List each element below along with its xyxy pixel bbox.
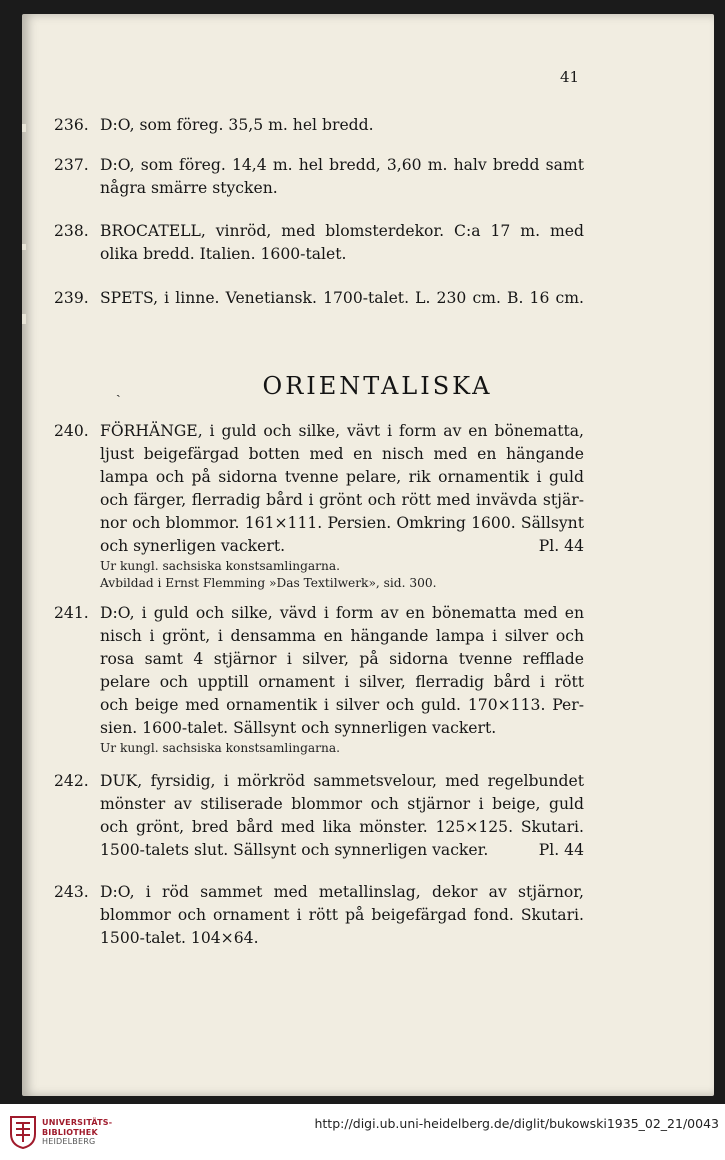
- catalog-entry-238: [54, 220, 584, 266]
- catalog-entry-240: [54, 420, 584, 592]
- catalog-entry-239: [54, 287, 584, 310]
- entry-text: 1500-talets slut. Sällsynt och synnerligen vacker.: [100, 841, 489, 859]
- catalog-entry-236: [54, 114, 584, 137]
- entry-text: nisch i grönt, i densamma en hängande lampa i silver och: [100, 627, 584, 645]
- logo-line: HEIDELBERG: [42, 1137, 96, 1146]
- entry-text: och beige med ornamentik i silver och guld. 170×113. Per-: [100, 696, 584, 714]
- entry-text: FÖRHÄNGE, i guld och silke, vävt i form av en bönematta,: [100, 422, 584, 440]
- entry-text: och grönt, bred bård med lika mönster. 125×125. Skutari.: [100, 818, 584, 836]
- entry-text: DUK, fyrsidig, i mörkröd sammetsvelour, med regelbundet: [100, 772, 584, 790]
- entry-text: D:O, som föreg. 35,5 m. hel bredd.: [100, 116, 374, 134]
- entry-text: och synerligen vackert.: [100, 537, 286, 555]
- entry-text: några smärre stycken.: [100, 179, 278, 197]
- entry-text: D:O, i röd sammet med metallinslag, dekor av stjärnor,: [100, 883, 584, 901]
- entry-number: 236.: [54, 116, 89, 134]
- entry-text: SPETS, i linne. Venetiansk. 1700-talet. L. 230 cm. B. 16 cm.: [100, 289, 584, 307]
- entry-text: och färger, flerradig bård i grönt och rött med invävda stjär-: [100, 491, 584, 509]
- entry-number: 240.: [54, 422, 89, 440]
- provenance-note: Ur kungl. sachsiska konstsamlingarna.: [100, 559, 340, 573]
- plate-reference: Pl. 44: [538, 841, 584, 859]
- entry-text: lampa och på sidorna tvenne pelare, rik ornamentik i guld: [100, 468, 584, 486]
- entry-number: 241.: [54, 604, 89, 622]
- entry-text: blommor och ornament i rött på beigefärgad fond. Skutari.: [100, 906, 584, 924]
- viewer-footer: [0, 1104, 725, 1160]
- provenance-note: Ur kungl. sachsiska konstsamlingarna.: [100, 741, 340, 755]
- entry-text: D:O, i guld och silke, vävd i form av en bönematta med en: [100, 604, 584, 622]
- plate-reference: Pl. 44: [538, 537, 584, 555]
- entry-text: rosa samt 4 stjärnor i silver, på sidorna tvenne refflade: [100, 650, 584, 668]
- catalog-entry-241: [54, 602, 584, 757]
- page-number: 41: [560, 68, 580, 86]
- entry-text: nor och blommor. 161×111. Persien. Omkring 1600. Sällsynt: [100, 514, 584, 532]
- entry-text: mönster av stiliserade blommor och stjärnor i beige, guld: [100, 795, 584, 813]
- entry-text: BROCATELL, vinröd, med blomsterdekor. C:a 17 m. med: [100, 222, 584, 240]
- entry-number: 239.: [54, 289, 89, 307]
- entry-number: 238.: [54, 222, 89, 240]
- entry-text: olika bredd. Italien. 1600-talet.: [100, 245, 347, 263]
- catalog-entry-243: [54, 881, 584, 950]
- entry-number: 243.: [54, 883, 89, 901]
- binding-mark: [22, 124, 26, 132]
- source-url-link[interactable]: http://digi.ub.uni-heidelberg.de/diglit/bukowski1935_02_21/0043: [314, 1116, 719, 1131]
- section-heading: ORIENTALISKA: [262, 372, 493, 400]
- logo-line: BIBLIOTHEK: [42, 1127, 98, 1137]
- logo-line: UNIVERSITÄTS-: [42, 1118, 113, 1127]
- library-logo-text: [42, 1118, 112, 1147]
- entry-text: pelare och upptill ornament i silver, flerradig bård i rött: [100, 673, 584, 691]
- entry-text: 1500-talet. 104×64.: [100, 929, 259, 947]
- entry-number: 242.: [54, 772, 89, 790]
- binding-mark: [22, 244, 26, 250]
- entry-text: ljust beigefärgad botten med en nisch med en hängande: [100, 445, 584, 463]
- catalog-entry-242: [54, 770, 584, 862]
- entry-number: 237.: [54, 156, 89, 174]
- entry-text: sien. 1600-talet. Sällsynt och synnerligen vackert.: [100, 719, 497, 737]
- stray-mark: ˏ: [116, 382, 121, 398]
- catalog-entry-237: [54, 154, 584, 200]
- entry-text: D:O, som föreg. 14,4 m. hel bredd, 3,60 m. halv bredd samt: [100, 156, 584, 174]
- literature-note: Avbildad i Ernst Flemming »Das Textilwerk», sid. 300.: [100, 576, 437, 590]
- heidelberg-library-logo: [8, 1114, 38, 1150]
- binding-mark: [22, 314, 26, 324]
